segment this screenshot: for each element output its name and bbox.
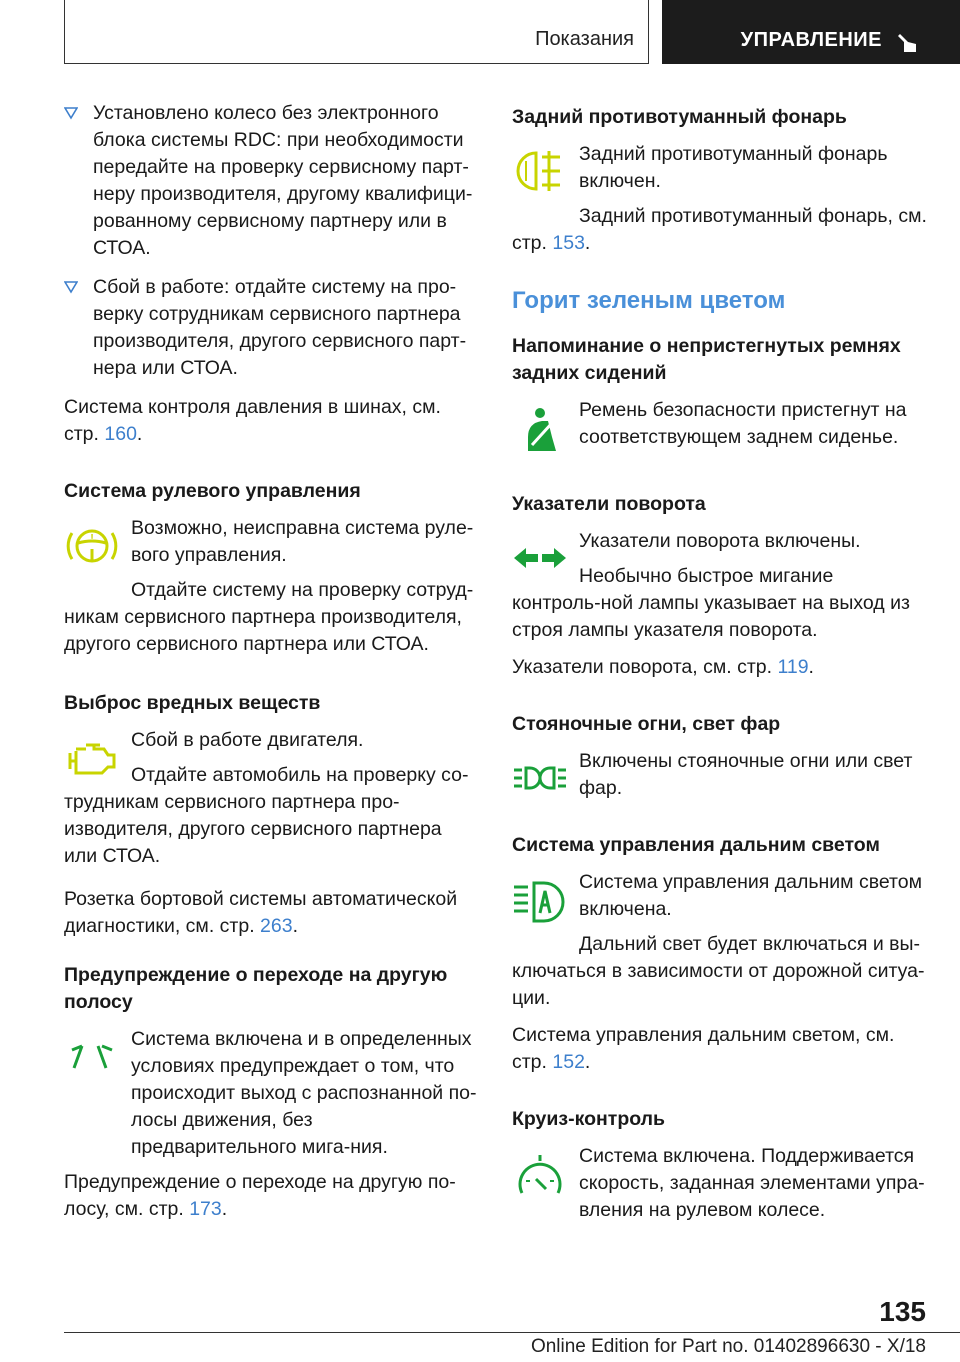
bullet-item <box>64 274 479 382</box>
cruise-heading: Круиз-контроль <box>512 1108 666 1130</box>
rear-fog-light-icon <box>512 147 568 195</box>
highbeam-text-1: Система управления дальним светом включена. <box>579 871 923 920</box>
park-heading: Стояночные огни, свет фар <box>512 713 781 735</box>
cruise-entry <box>512 1143 927 1224</box>
lane-entry <box>64 1026 479 1161</box>
bullet-text: Сбой в работе: отдайте систему на про-верку сотрудникам сервисного партнера производителя, другого сервисного парт-нера или СТОА. <box>93 276 467 379</box>
bullet-text: Установлено колесо без электронного блока системы RDC: при необходимости передайте на проверку сервисному парт-неру производителя, другому квалифици-рованному сервисному партнеру или в СТОА. <box>93 102 473 259</box>
highbeam-reference: Система управления дальним светом, см. стр. 152. <box>512 1024 895 1073</box>
footer-edition: Online Edition for Part no. 01402896630 - X/18 <box>530 1336 926 1357</box>
park-entry <box>512 748 927 818</box>
highbeam-heading: Система управления дальним светом <box>512 834 880 856</box>
park-text-1: Включены стояночные огни или свет фар. <box>579 750 913 799</box>
fog-entry <box>512 141 927 195</box>
steering-wheel-warning-icon <box>64 521 120 569</box>
header-section-tab <box>64 0 649 64</box>
triangle-bullet-icon <box>64 106 78 120</box>
tpms-reference: Система контроля давления в шинах, см. стр. 160. <box>64 396 441 445</box>
page-link[interactable]: 160 <box>104 423 137 445</box>
fog-reference: Задний противотуманный фонарь, см. стр. 153. <box>512 205 927 254</box>
highbeam-entry <box>512 869 927 923</box>
page-number: 135 <box>879 1296 926 1327</box>
pointing-hand-icon <box>894 30 920 56</box>
page-link[interactable]: 152 <box>552 1051 585 1073</box>
header-chapter-title: УПРАВЛЕНИЕ <box>740 29 882 51</box>
belt-heading: Напоминание о непристегнутых ремнях задних сидений <box>512 335 901 384</box>
parking-lights-icon <box>512 754 568 802</box>
engine-check-icon <box>64 735 120 783</box>
high-beam-assistant-icon <box>512 877 568 925</box>
fog-heading: Задний противотуманный фонарь <box>512 106 847 128</box>
steering-text-1: Возможно, неисправна система руле-вого управления. <box>131 517 474 566</box>
cruise-control-icon <box>512 1153 568 1201</box>
page-link[interactable]: 263 <box>260 915 293 937</box>
fog-text-1: Задний противотуманный фонарь включен. <box>579 143 888 192</box>
lane-heading: Предупреждение о переходе на другую полосу <box>64 964 448 1013</box>
highbeam-text-2: Дальний свет будет включаться и вы-ключаться в зависимости от дорожной ситуа-ции. <box>512 933 925 1009</box>
emission-text-2: Отдайте автомобиль на проверку со-трудникам сервисного партнера про-изводителя, другого сервисного партнера или СТОА. <box>64 764 469 867</box>
turn-text-2: Необычно быстрое мигание контроль-ной лампы указывает на выход из строя лампы указателя поворота. <box>512 565 910 641</box>
seatbelt-icon <box>512 407 568 455</box>
emission-entry <box>64 727 479 754</box>
belt-text-1: Ремень безопасности пристегнут на соответствующем заднем сиденье. <box>579 399 907 448</box>
footer-divider <box>64 1332 960 1333</box>
lane-reference: Предупреждение о переходе на другую по-лосу, см. стр. 173. <box>64 1171 456 1220</box>
turn-text-1: Указатели поворота включены. <box>579 530 861 552</box>
header-chapter-tab <box>662 0 960 64</box>
svg-text:!: ! <box>90 533 94 544</box>
steering-entry <box>64 515 479 569</box>
right-column <box>512 100 927 1232</box>
cruise-text-1: Система включена. Поддерживается скорость, заданная элементами упра-вления на рулевом колесе. <box>579 1145 925 1221</box>
turn-heading: Указатели поворота <box>512 493 706 515</box>
page-link[interactable]: 173 <box>189 1198 222 1220</box>
page-link[interactable]: 119 <box>777 656 809 678</box>
turn-entry <box>512 528 927 555</box>
turn-signal-icon <box>512 534 568 582</box>
turn-reference: Указатели поворота, см. стр. 119. <box>512 656 814 678</box>
bullet-item <box>64 100 479 262</box>
obd-reference: Розетка бортовой системы автоматической диагностики, см. стр. 263. <box>64 888 458 937</box>
page-link[interactable]: 153 <box>552 232 585 254</box>
lane-text-1: Система включена и в определенных условиях предупреждает о том, что происходит выход с распознанной по-лосы движения, без предварительного мига-ния. <box>131 1028 477 1158</box>
lane-departure-icon <box>64 1038 120 1086</box>
emission-text-1: Сбой в работе двигателя. <box>131 729 364 751</box>
green-section-heading: Горит зеленым цветом <box>512 287 786 314</box>
belt-entry <box>512 397 927 477</box>
header-section-title: Показания <box>535 28 634 50</box>
steering-text-2: Отдайте систему на проверку сотруд-никам сервисного партнера производителя, другого сервисного партнера или СТОА. <box>64 579 474 655</box>
left-column <box>64 100 479 1233</box>
steering-heading: Система рулевого управления <box>64 480 361 502</box>
triangle-bullet-icon <box>64 280 78 294</box>
emission-heading: Выброс вредных веществ <box>64 692 321 714</box>
